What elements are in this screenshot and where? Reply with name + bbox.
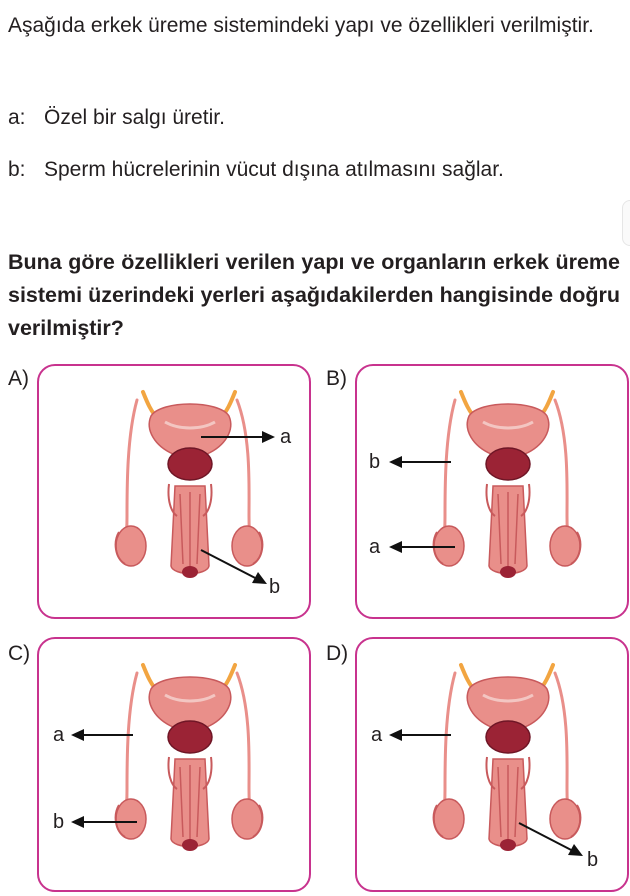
arrows-layer bbox=[39, 639, 309, 890]
option-c-label-b: b bbox=[53, 811, 65, 833]
arrow-icon bbox=[389, 729, 402, 741]
option-b-letter[interactable]: B) bbox=[326, 367, 347, 390]
option-d-box[interactable] bbox=[355, 637, 629, 892]
page-edge-tab bbox=[622, 200, 630, 246]
option-d-letter[interactable]: D) bbox=[326, 642, 349, 665]
option-b-box[interactable] bbox=[355, 364, 629, 619]
option-b-label-b: b bbox=[369, 451, 381, 473]
item-a-text: Özel bir salgı üretir. bbox=[44, 106, 225, 129]
option-c-label-a: a bbox=[53, 724, 65, 746]
arrow-icon bbox=[71, 816, 84, 828]
item-a-label: a: bbox=[8, 106, 26, 129]
option-a-label-a: a bbox=[280, 426, 292, 448]
item-b-text: Sperm hücrelerinin vücut dışına atılmasını sağlar. bbox=[44, 158, 504, 181]
item-a bbox=[8, 102, 620, 134]
option-a-box[interactable] bbox=[37, 364, 311, 619]
item-b bbox=[8, 154, 620, 186]
option-b-label-a: a bbox=[369, 536, 381, 558]
arrow-icon bbox=[262, 431, 275, 443]
arrow-icon bbox=[389, 541, 402, 553]
question-text: Buna göre özellikleri verilen yapı ve organların erkek üreme sistemi üzerindeki yerleri aşağıdakilerden hangisinde doğru verilmiştir? bbox=[8, 250, 620, 340]
option-d-label-a: a bbox=[371, 724, 383, 746]
item-b-label: b: bbox=[8, 158, 26, 181]
option-d-label-b: b bbox=[587, 849, 599, 871]
option-c-box[interactable] bbox=[37, 637, 311, 892]
option-c-letter[interactable]: C) bbox=[8, 642, 31, 665]
arrow-icon bbox=[71, 729, 84, 741]
arrow-icon bbox=[389, 456, 402, 468]
option-a-label-b: b bbox=[269, 576, 281, 598]
option-a-letter[interactable]: A) bbox=[8, 367, 29, 390]
intro-text: Aşağıda erkek üreme sistemindeki yapı ve özellikleri verilmiştir. bbox=[8, 14, 594, 37]
arrows-layer bbox=[357, 366, 627, 617]
